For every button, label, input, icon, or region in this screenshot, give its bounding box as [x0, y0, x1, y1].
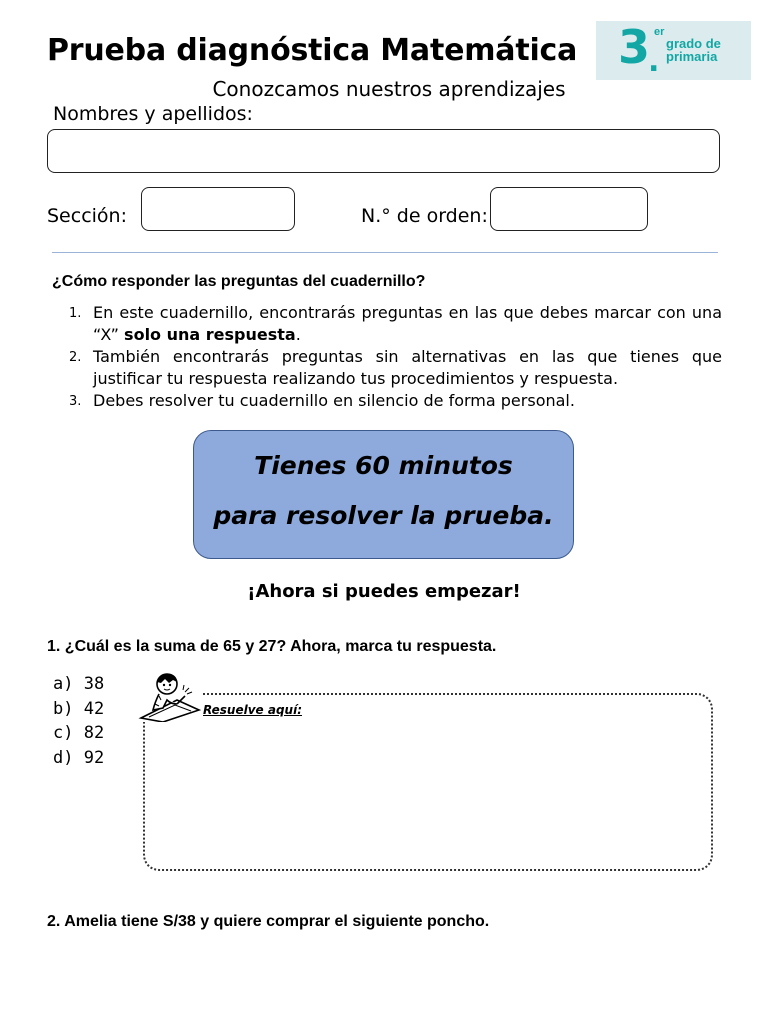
name-field[interactable] — [47, 129, 720, 173]
work-area[interactable] — [143, 693, 713, 871]
instructions-list — [52, 302, 722, 412]
answer-option-a[interactable]: a) 38 — [53, 674, 105, 694]
section-field[interactable] — [141, 187, 295, 231]
grade-text — [666, 37, 721, 63]
start-message: ¡Ahora si puedes empezar! — [247, 581, 521, 602]
work-area-label: Resuelve aquí: — [203, 703, 302, 717]
grade-dot: . — [648, 44, 660, 79]
instruction-number: 1. — [69, 306, 82, 321]
instructions-title: ¿Cómo responder las preguntas del cuadernillo? — [52, 273, 426, 290]
grade-badge — [596, 21, 751, 80]
instruction-text: En este cuadernillo, encontrarás preguntas en las que debes marcar con una “X” — [93, 303, 722, 344]
instruction-number: 2. — [69, 350, 82, 365]
time-notice-box — [193, 430, 574, 559]
grade-text-line1: grado de — [666, 36, 721, 51]
order-field[interactable] — [490, 187, 648, 231]
instruction-text: Debes resolver tu cuadernillo en silencio de forma personal. — [93, 391, 575, 410]
order-label: N.° de orden: — [361, 205, 488, 227]
page-subtitle: Conozcamos nuestros aprendizajes — [212, 77, 566, 101]
instruction-item — [52, 390, 722, 412]
student-writing-icon — [137, 670, 201, 722]
grade-number: 3 — [618, 20, 651, 74]
instruction-number: 3. — [69, 394, 82, 409]
instruction-bold-text: solo una respuesta — [124, 325, 296, 344]
instruction-text: También encontrarás preguntas sin alternativas en las que tienes que justificar tu respuesta realizando tus procedimientos y respuesta. — [93, 347, 722, 388]
question-2-text: 2. Amelia tiene S/38 y quiere comprar el siguiente poncho. — [47, 913, 490, 930]
question-1-text: 1. ¿Cuál es la suma de 65 y 27? Ahora, marca tu respuesta. — [47, 638, 497, 655]
answer-option-c[interactable]: c) 82 — [53, 723, 105, 743]
answer-option-d[interactable]: d) 92 — [53, 747, 105, 768]
section-label: Sección: — [47, 205, 127, 227]
time-notice-line1: Tienes 60 minutos — [254, 451, 513, 480]
time-notice-line2: para resolver la prueba. — [213, 501, 554, 530]
answer-option-b[interactable]: b) 42 — [53, 698, 105, 719]
instruction-text-end: . — [295, 325, 301, 344]
divider — [52, 252, 718, 253]
question-1-options — [53, 672, 104, 770]
instruction-item — [52, 302, 722, 346]
name-label: Nombres y apellidos: — [53, 103, 253, 125]
instruction-item — [52, 346, 722, 390]
page-title: Prueba diagnóstica Matemática — [47, 33, 578, 68]
grade-text-line2: primaria — [666, 49, 718, 64]
grade-superscript: er — [654, 26, 665, 38]
